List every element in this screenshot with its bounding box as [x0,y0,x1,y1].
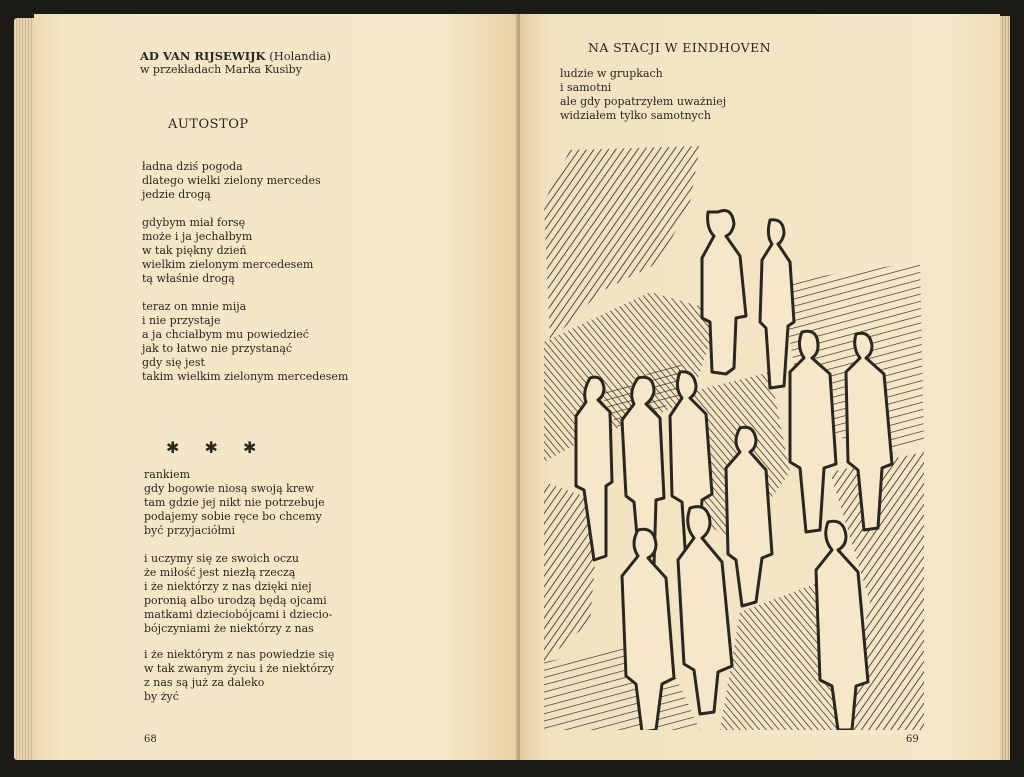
open-book [14,12,1010,764]
poem-line: ludzie w grupkach [560,67,663,80]
poem-line: dlatego wielki zielony mercedes [142,174,321,187]
translator-credit: w przekładach Marka Kusiby [140,63,302,76]
poem-line: teraz on mnie mija [142,300,247,313]
poem-title-autostop: AUTOSTOP [168,117,249,132]
left-page [34,14,518,760]
poem-line: i że niektórym z nas powiedzie się [144,648,335,661]
poem2-stanza-3 [144,648,334,704]
section-separator-asterisks: ✱ ✱ ✱ [166,438,267,457]
poem2-stanza-1 [144,468,325,538]
crowd-at-station-sketch-icon [540,142,924,730]
author-line [140,49,331,63]
poem-title-eindhoven: NA STACJI W EINDHOVEN [588,40,771,55]
poem3-stanza [560,67,726,123]
poem-line: rankiem [144,468,191,481]
poem-line: wielkim zielonym mercedesem [142,258,314,271]
poem-line: matkami dzieciobójcami i dziecio- [144,608,333,621]
page-number-left: 68 [144,734,157,745]
poem-line: być przyjaciółmi [144,524,236,537]
poem-line: by żyć [144,690,179,703]
poem-line: ale gdy popatrzyłem uważniej [560,95,727,108]
poem-line: ładna dziś pogoda [142,160,243,173]
page-number-right: 69 [906,734,919,745]
poem-line: i nie przystaje [142,314,221,327]
poem-line: w tak piękny dzień [142,244,247,257]
right-page [520,14,1000,760]
poem-line: i uczymy się ze swoich oczu [144,552,299,565]
poem-line: jak to łatwo nie przystanąć [142,342,293,355]
poem1-stanza-3 [142,300,348,384]
poem-line: gdybym miał forsę [142,216,246,229]
sketch-hatch [544,642,700,730]
page-edges-right [1000,16,1010,760]
poem-line: i samotni [560,81,612,94]
poem-line: podajemy sobie ręce bo chcemy [144,510,322,523]
author-name: AD VAN RIJSEWIJK [140,49,266,63]
poem-line: może i ja jechałbym [142,230,253,243]
poem-line: poronią albo urodzą będą ojcami [144,594,327,607]
poem-line: gdy się jest [142,356,205,369]
poem-line: w tak zwanym życiu i że niektórzy [144,662,335,675]
poem-line: widziałem tylko samotnych [560,109,712,122]
poem-line: a ja chciałbym mu powiedzieć [142,328,309,341]
poem-line: tam gdzie jej nikt nie potrzebuje [144,496,325,509]
poem-line: takim wielkim zielonym mercedesem [142,370,349,383]
poem-line: i że niektórzy z nas dzięki niej [144,580,312,593]
poem-line: jedzie drogą [142,188,211,201]
poem1-stanza-2 [142,216,313,286]
poem-line: bójczyniami że niektórzy z nas [144,622,314,635]
poem-line: z nas są już za daleko [144,676,265,689]
poem-line: że miłość jest niezłą rzeczą [144,566,296,579]
poem-line: tą właśnie drogą [142,272,235,285]
poem-line: gdy bogowie niosą swoją krew [144,482,314,495]
poem2-stanza-2 [144,552,332,636]
poem1-stanza-1 [142,160,321,202]
author-country: (Holandia) [269,49,331,63]
